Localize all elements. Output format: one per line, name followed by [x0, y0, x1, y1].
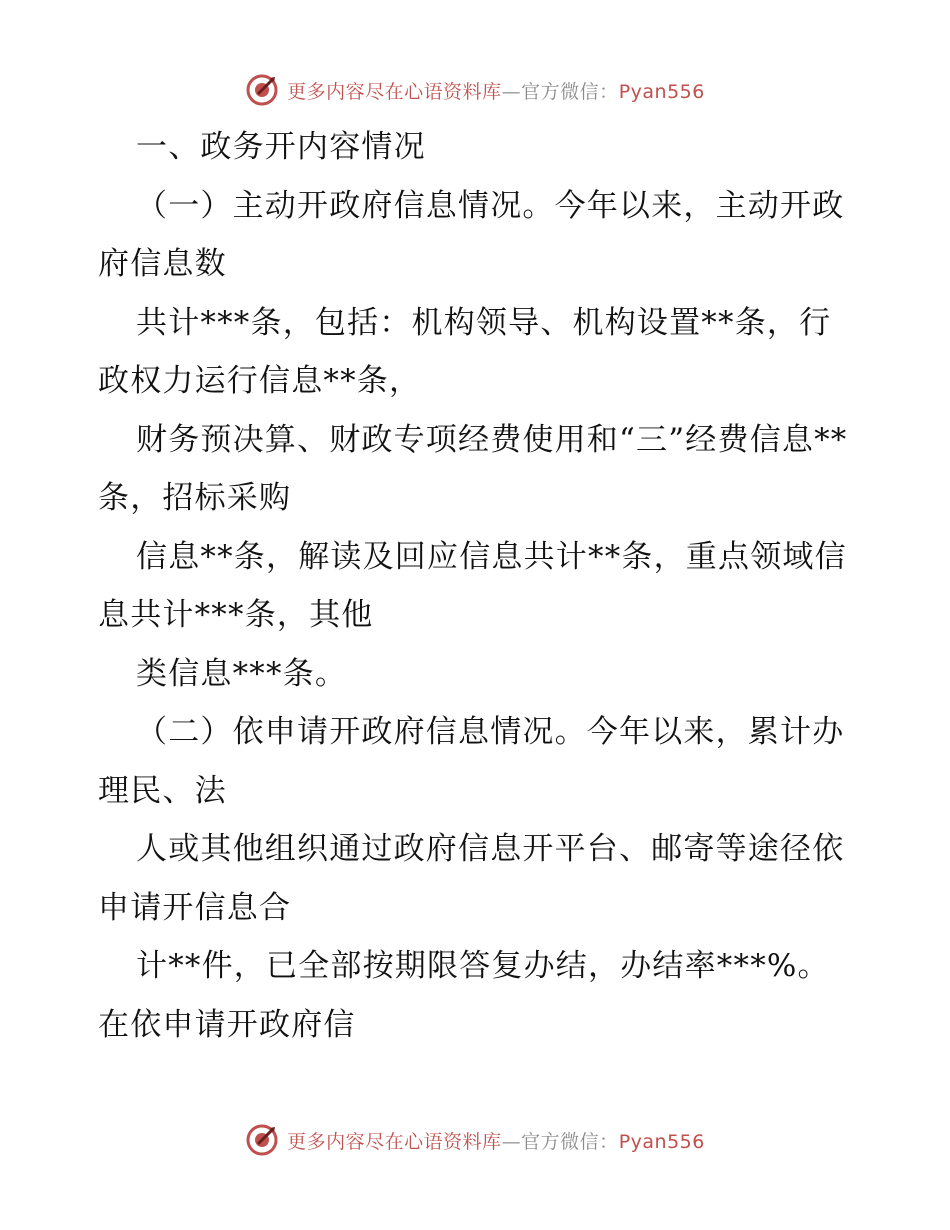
- paragraph: 共计***条，包括：机构领导、机构设置**条，行政权力运行信息**条，: [98, 304, 832, 399]
- watermark-brand: 更多内容尽在心语资料库: [287, 80, 502, 103]
- watermark-wechat-id: Pyan556: [618, 80, 705, 103]
- paragraph: 信息**条，解读及回应信息共计**条，重点领域信息共计***条，其他: [98, 538, 847, 633]
- paragraph: 计**件，已全部按期限答复办结，办结率***%。在依申请开政府信: [98, 948, 830, 1043]
- section-heading: 一、政务开内容情况: [136, 129, 426, 165]
- watermark-text: [287, 77, 705, 104]
- footer-watermark: [0, 1120, 950, 1160]
- watermark-brand: 更多内容尽在心语资料库: [287, 1130, 502, 1153]
- watermark-wechat-label: 官方微信：: [521, 1130, 619, 1153]
- watermark-separator: —: [501, 1130, 522, 1153]
- paragraph: （一）主动开政府信息情况。今年以来，主动开政府信息数: [98, 187, 845, 282]
- paragraph: 类信息***条。: [136, 655, 348, 692]
- brand-logo-icon: [245, 1123, 279, 1157]
- paragraph: （二）依申请开政府信息情况。今年以来，累计办理民、法: [98, 714, 845, 809]
- header-watermark: [0, 70, 950, 110]
- paragraph: 财务预决算、财政专项经费使用和“三”经费信息**条，招标采购: [98, 421, 848, 516]
- document-body: [98, 118, 858, 1054]
- watermark-wechat-label: 官方微信：: [521, 80, 619, 103]
- watermark-separator: —: [501, 80, 522, 103]
- brand-logo-icon: [245, 73, 279, 107]
- watermark-wechat-id: Pyan556: [618, 1130, 705, 1153]
- paragraph: 人或其他组织通过政府信息开平台、邮寄等途径依申请开信息合: [98, 831, 845, 926]
- watermark-text: [287, 1127, 705, 1154]
